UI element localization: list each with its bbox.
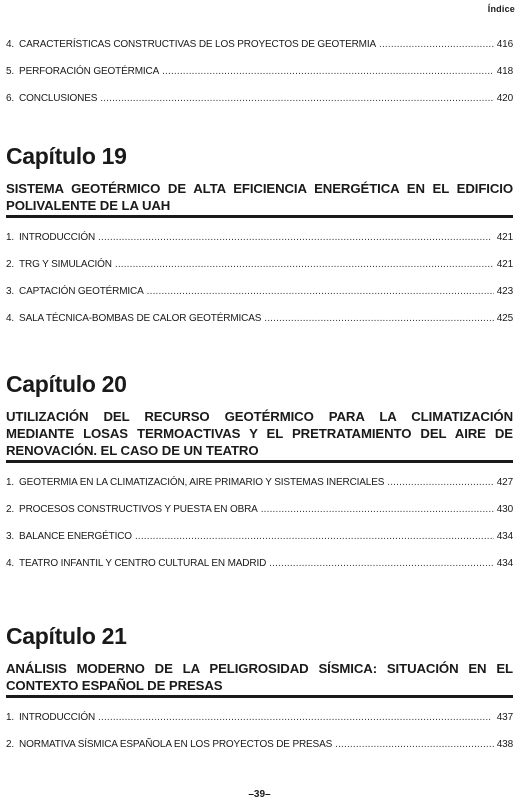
dot-leader bbox=[335, 738, 494, 751]
entry-page: 423 bbox=[496, 286, 513, 297]
chapter-19-section bbox=[6, 142, 513, 332]
entry-title: CARACTERÍSTICAS CONSTRUCTIVAS DE LOS PROYECTOS DE GEOTERMIA bbox=[19, 39, 376, 50]
dot-leader bbox=[98, 711, 494, 724]
entry-number: 3. bbox=[6, 531, 15, 542]
entry-title: PERFORACIÓN GEOTÉRMICA bbox=[19, 66, 160, 77]
chapter-title: ANÁLISIS MODERNO DE LA PELIGROSIDAD SÍSMICA: SITUACIÓN EN EL CONTEXTO ESPAÑOL DE PRESAS bbox=[6, 660, 513, 698]
entry-title: BALANCE ENERGÉTICO bbox=[19, 531, 132, 542]
dot-leader bbox=[387, 476, 494, 489]
dot-leader bbox=[147, 285, 494, 298]
toc-entry[interactable] bbox=[6, 85, 513, 112]
chapter-heading: Capítulo 19 bbox=[6, 143, 127, 169]
toc-continuation bbox=[6, 31, 513, 112]
page-number: –39– bbox=[248, 789, 271, 800]
dot-leader bbox=[115, 258, 494, 271]
entry-title: NORMATIVA SÍSMICA ESPAÑOLA EN LOS PROYECTOS DE PRESAS bbox=[19, 739, 333, 750]
entry-number: 6. bbox=[6, 93, 15, 104]
entry-page: 434 bbox=[496, 558, 513, 569]
entry-page: 421 bbox=[496, 259, 513, 270]
entry-title: TEATRO INFANTIL Y CENTRO CULTURAL EN MADRID bbox=[19, 558, 267, 569]
toc-entry[interactable] bbox=[6, 251, 513, 278]
dot-leader bbox=[98, 231, 494, 244]
toc-entry[interactable] bbox=[6, 523, 513, 550]
entry-page: 438 bbox=[496, 739, 513, 750]
entry-title: INTRODUCCIÓN bbox=[19, 232, 96, 243]
toc-entry[interactable] bbox=[6, 305, 513, 332]
chapter-title: SISTEMA GEOTÉRMICO DE ALTA EFICIENCIA ENERGÉTICA EN EL EDIFICIO POLIVALENTE DE LA UAH bbox=[6, 180, 513, 218]
entry-number: 4. bbox=[6, 313, 15, 324]
entry-title: CONCLUSIONES bbox=[19, 93, 98, 104]
entry-number: 3. bbox=[6, 286, 15, 297]
dot-leader bbox=[162, 65, 494, 78]
entry-number: 2. bbox=[6, 259, 15, 270]
chapter-heading: Capítulo 20 bbox=[6, 371, 127, 397]
toc-entry[interactable] bbox=[6, 224, 513, 251]
toc-entry[interactable] bbox=[6, 469, 513, 496]
dot-leader bbox=[379, 38, 494, 51]
entry-number: 1. bbox=[6, 232, 15, 243]
entry-number: 4. bbox=[6, 558, 15, 569]
entry-title: TRG Y SIMULACIÓN bbox=[19, 259, 112, 270]
entry-title: GEOTERMIA EN LA CLIMATIZACIÓN, AIRE PRIMARIO Y SISTEMAS INERCIALES bbox=[19, 477, 385, 488]
entry-number: 1. bbox=[6, 477, 15, 488]
dot-leader bbox=[264, 312, 493, 325]
entry-page: 437 bbox=[496, 712, 513, 723]
entry-number: 2. bbox=[6, 504, 15, 515]
entry-number: 4. bbox=[6, 39, 15, 50]
entry-number: 5. bbox=[6, 66, 15, 77]
entry-page: 425 bbox=[496, 313, 513, 324]
entry-page: 430 bbox=[496, 504, 513, 515]
entry-title: SALA TÉCNICA-BOMBAS DE CALOR GEOTÉRMICAS bbox=[19, 313, 262, 324]
toc-entry[interactable] bbox=[6, 278, 513, 305]
dot-leader bbox=[100, 92, 493, 105]
entry-page: 427 bbox=[496, 477, 513, 488]
chapter-20-section bbox=[6, 370, 513, 577]
toc-entry[interactable] bbox=[6, 550, 513, 577]
toc-entry[interactable] bbox=[6, 31, 513, 58]
chapter-heading: Capítulo 21 bbox=[6, 623, 127, 649]
toc-entry[interactable] bbox=[6, 58, 513, 85]
section-header: Índice bbox=[487, 4, 515, 14]
entry-number: 1. bbox=[6, 712, 15, 723]
entry-title: PROCESOS CONSTRUCTIVOS Y PUESTA EN OBRA bbox=[19, 504, 258, 515]
toc-entry[interactable] bbox=[6, 704, 513, 731]
chapter-title: UTILIZACIÓN DEL RECURSO GEOTÉRMICO PARA LA CLIMATIZACIÓN MEDIANTE LOSAS TERMOACTIVAS Y EL PRETRATAMIENTO DEL AIRE DE RENOVACIÓN. EL CASO DE UN TEATRO bbox=[6, 408, 513, 463]
entry-title: CAPTACIÓN GEOTÉRMICA bbox=[19, 286, 144, 297]
toc-entry[interactable] bbox=[6, 731, 513, 758]
chapter-21-section bbox=[6, 622, 513, 758]
dot-leader bbox=[261, 503, 494, 516]
dot-leader bbox=[135, 530, 494, 543]
entry-page: 418 bbox=[496, 66, 513, 77]
entry-page: 416 bbox=[496, 39, 513, 50]
entry-page: 434 bbox=[496, 531, 513, 542]
entry-page: 420 bbox=[496, 93, 513, 104]
entry-title: INTRODUCCIÓN bbox=[19, 712, 96, 723]
entry-number: 2. bbox=[6, 739, 15, 750]
dot-leader bbox=[269, 557, 494, 570]
toc-entry[interactable] bbox=[6, 496, 513, 523]
entry-page: 421 bbox=[496, 232, 513, 243]
